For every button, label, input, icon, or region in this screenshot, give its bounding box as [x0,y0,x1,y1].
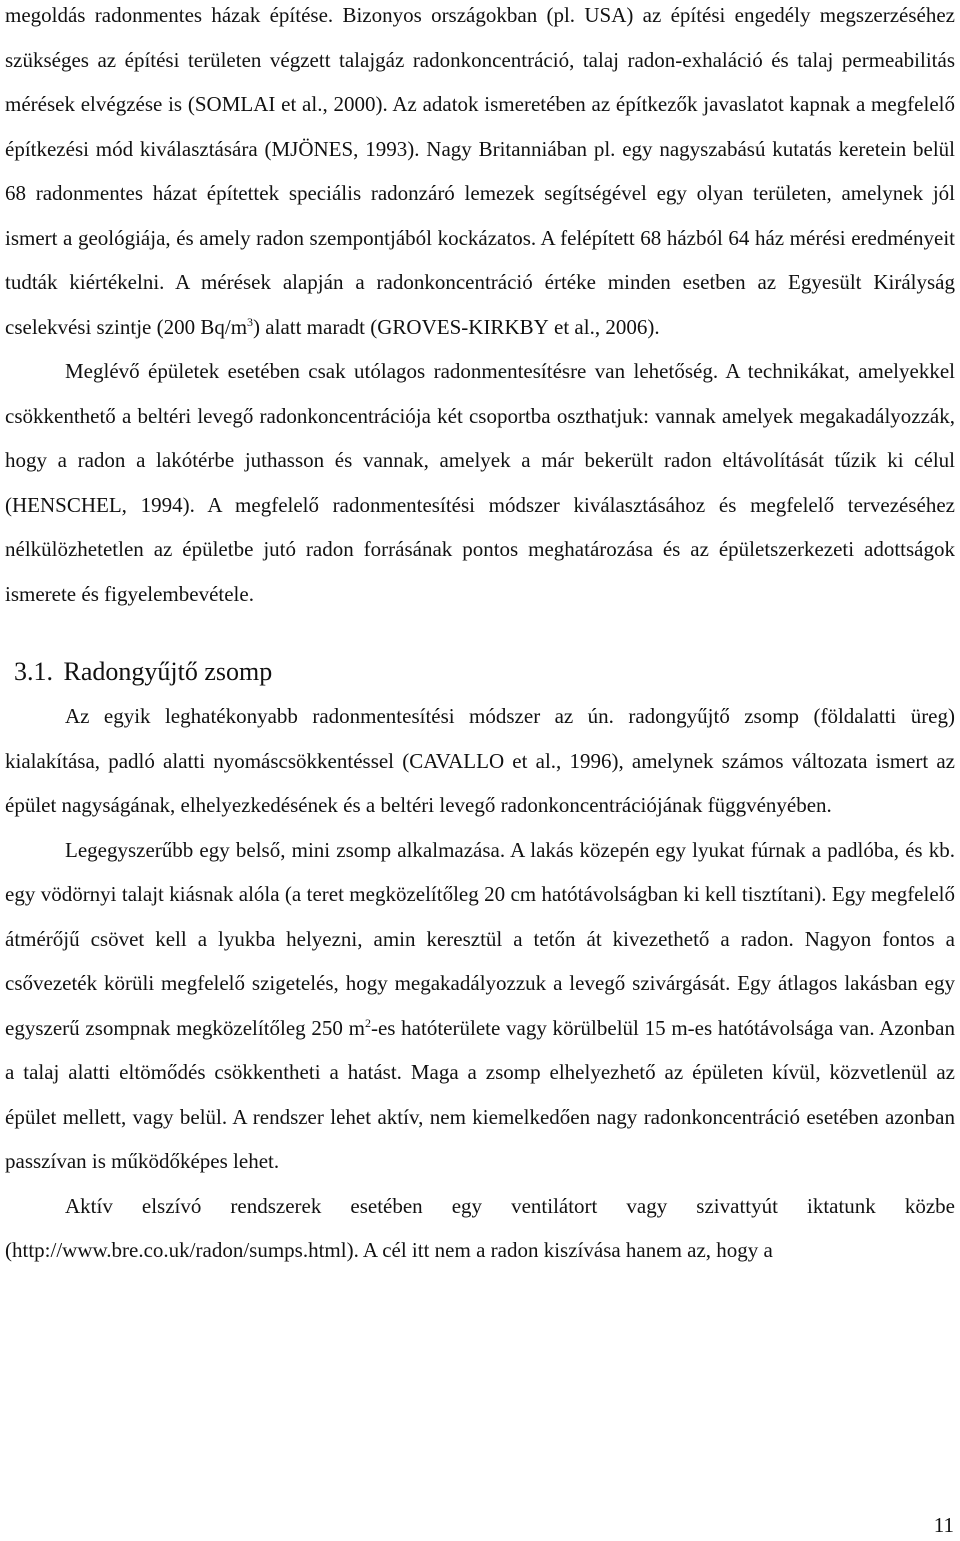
text-run: - [461,314,469,339]
text-run: Meglévő épületek esetében csak utólagos radonmentesítésre van lehetőség. A technikákat, amelyekkel csökkenthető a beltéri levegő radonkoncentrációja két csoportba oszthatjuk: vannak amelyek megakadályozzák, hogy a radon a lakótérbe juthasson és vannak, amelyek a már bekerült radon eltávolítását tűzik ki célul ( [5,359,955,517]
citation-initial: C [409,748,424,773]
paragraph-mini-sump [5,828,955,1184]
paragraph-radon-free-houses [5,0,955,349]
section-number: 3.1. [14,657,53,686]
citation-initial: H [12,492,28,517]
text-run: ) alatt maradt ( [253,314,378,339]
citation-rest: ENSCHEL [27,492,122,517]
paragraph-active-systems [5,1184,955,1273]
section-title: Radongyűjtő zsomp [63,657,273,686]
citation-author [377,315,461,339]
citation-author [468,315,549,339]
citation-initial: K [468,314,484,339]
text-run: et al., 2006). [548,314,660,339]
text-run: , 1993). Nagy Britanniában pl. egy nagyszabású kutatás keretein belül 68 radonmentes házat építettek speciális radonzáró lemezek segítségével egy olyan területen, amelynek jól ismert a geológiája, és amely radon szempontjából kockázatos. A felépített 68 házból 64 ház mérési eredményeit tudták kiértékelni. A mérések alapján a radonkoncentráció értéke minden esetben az Egyesült Királyság cselekvési szintje (200 Bq/m [5,136,955,339]
citation-author [271,137,353,161]
paragraph-sump-intro [5,694,955,828]
citation-rest: OMLAI [206,92,276,116]
citation-author [195,92,276,116]
section-heading [14,650,955,694]
superscript: 2 [364,1015,371,1030]
document-page [5,0,955,1273]
citation-rest: AVALLO [423,748,505,773]
text-run: -es hatóterülete vagy körülbelül 15 m-es hatótávolsága van. Azonban a talaj alatti eltömődés csökkentheti a hatást. Maga a zsomp elhelyezhető az épületen kívül, közvetlenül az épület mellett, vagy belül. A rendszer lehet aktív, nem kiemelkedően nagy radonkoncentráció esetében azonban passzívan is működőképes lehet. [5,1015,955,1173]
citation-initial: G [377,314,393,339]
citation-rest: IRKBY [483,314,549,339]
text-run: et al., 2000). Az adatok ismeretében az építkezők javaslatot kapnak a megfelelő építkezési mód kiválasztására ( [5,92,955,161]
text-run: megoldás radonmentes házak építése. Bizonyos országokban (pl. USA) az építési engedély megszerzéséhez szükséges az építési területen végzett talajgáz radonkoncentráció, talaj radon-exhaláció és talaj permeabilitás mérések elvégzése is ( [5,3,955,116]
citation-author [409,749,504,773]
paragraph-existing-buildings [5,349,955,616]
citation-initial: M [271,136,291,161]
text-run: Aktív elszívó rendszerek esetében egy ventilátort vagy szivattyút iktatunk közbe (http://www.bre.co.uk/radon/sumps.html). A cél itt nem a radon kiszívása hanem az, hogy a [5,1193,955,1262]
superscript: 3 [247,314,254,329]
citation-initial: S [194,92,207,116]
citation-rest: JÖNES [290,136,354,161]
text-run: , 1994). A megfelelő radonmentesítési módszer kiválasztásához és megfelelő tervezéséhez nélkülözhetetlen az épületbe jutó radon forrásának pontos meghatározása és az épületszerkezeti adottságok ismerete és figyelembevétele. [5,492,955,606]
citation-rest: ROVES [392,314,462,339]
page-number: 11 [933,1513,954,1537]
text-run: Legegyszerűbb egy belső, mini zsomp alkalmazása. A lakás közepén egy lyukat fúrnak a padlóba, és kb. egy vödörnyi talajt kiásnak alóla (a teret megközelítőleg 20 cm hatótávolságban ki kell tisztítani). Egy megfelelő átmérőjű csövet kell a lyukba helyezni, amin keresztül a tetőn át kivezethető a radon. Nagyon fontos a csővezeték körüli megfelelő szigetelés, hogy megakadályozzuk a levegő szivárgását. Egy átlagos lakásban egy egyszerű zsompnak megközelítőleg 250 m [5,837,955,1040]
text-run: Az egyik leghatékonyabb radonmentesítési módszer az ún. radongyűjtő zsomp (földalatti üreg) kialakítása, padló alatti nyomáscsökkentéssel ( [5,704,955,773]
text-run: et al., 1996), amelynek számos változata ismert az épület nagyságának, elhelyezkedésének és a beltéri levegő radonkoncentrációjának függvényében. [5,748,955,817]
citation-author [12,493,122,517]
